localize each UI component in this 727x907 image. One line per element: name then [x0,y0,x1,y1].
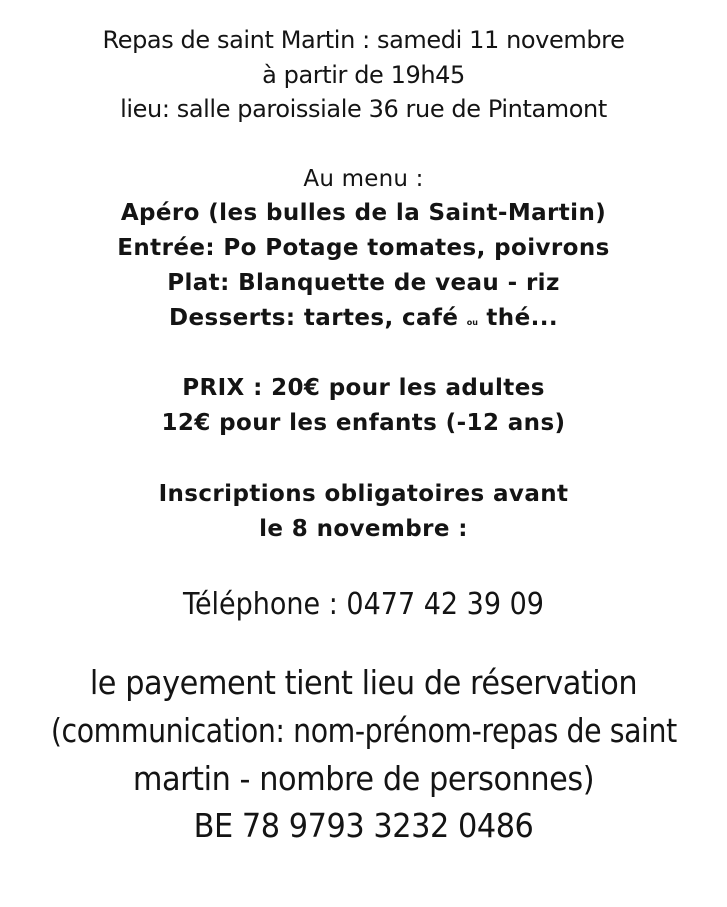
bank-account-number: BE 78 9793 3232 0486 [193,806,534,845]
price-children: 12€ pour les enfants (-12 ans) [161,410,566,436]
payment-communication-cont: martin - nombre de personnes) [132,759,595,798]
registration-line-1: Inscriptions obligatoires avant [158,481,569,507]
payment-communication: (communication: nom-prénom-repas de saint [50,711,677,750]
menu-aperitif: Apéro (les bulles de la Saint-Martin) [120,200,607,226]
registration-deadline: le 8 novembre : [259,516,468,542]
menu-desserts [0,307,727,330]
price-adults: PRIX : 20€ pour les adultes [182,375,545,401]
menu-desserts-or: ou [466,318,478,327]
menu-plat: Plat: Blanquette de veau - riz [167,270,560,296]
event-time: à partir de 19h45 [262,61,465,89]
payment-note: le payement tient lieu de réservation [89,663,638,702]
menu-desserts-main: Desserts: tartes, café [169,305,459,331]
event-place: lieu: salle paroissiale 36 rue de Pintamont [120,95,607,123]
event-title: Repas de saint Martin : samedi 11 novembre [102,26,625,54]
menu-desserts-end: thé... [486,305,558,331]
phone-number: Téléphone : 0477 42 39 09 [183,587,544,622]
menu-entree: Entrée: Po Potage tomates, poivrons [117,235,610,261]
menu-heading: Au menu : [303,166,424,192]
